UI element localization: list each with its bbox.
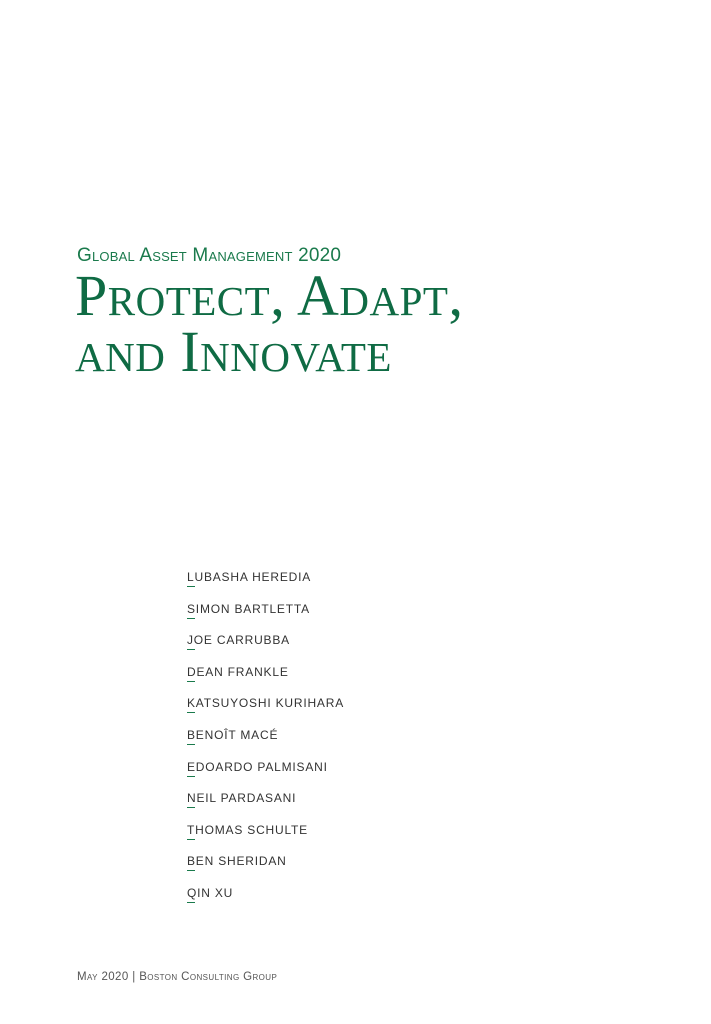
author-name: EDOARDO PALMISANI — [187, 760, 344, 792]
author-name: LUBASHA HEREDIA — [187, 570, 344, 602]
report-subtitle: Global Asset Management 2020 — [77, 245, 342, 266]
report-title — [75, 263, 464, 384]
title-line-2: and Innovate — [75, 319, 392, 384]
author-name: BEN SHERIDAN — [187, 854, 344, 886]
author-name: BENOÎT MACÉ — [187, 728, 344, 760]
author-name: KATSUYOSHI KURIHARA — [187, 696, 344, 728]
title-line-1: Protect, Adapt, — [75, 263, 464, 328]
author-name: NEIL PARDASANI — [187, 791, 344, 823]
page-footer: May 2020 | Boston Consulting Group — [77, 971, 278, 983]
author-name: SIMON BARTLETTA — [187, 602, 344, 634]
author-name: DEAN FRANKLE — [187, 665, 344, 697]
author-name: QIN XU — [187, 886, 344, 918]
author-name: JOE CARRUBBA — [187, 633, 344, 665]
author-list — [187, 570, 344, 918]
author-name: THOMAS SCHULTE — [187, 823, 344, 855]
